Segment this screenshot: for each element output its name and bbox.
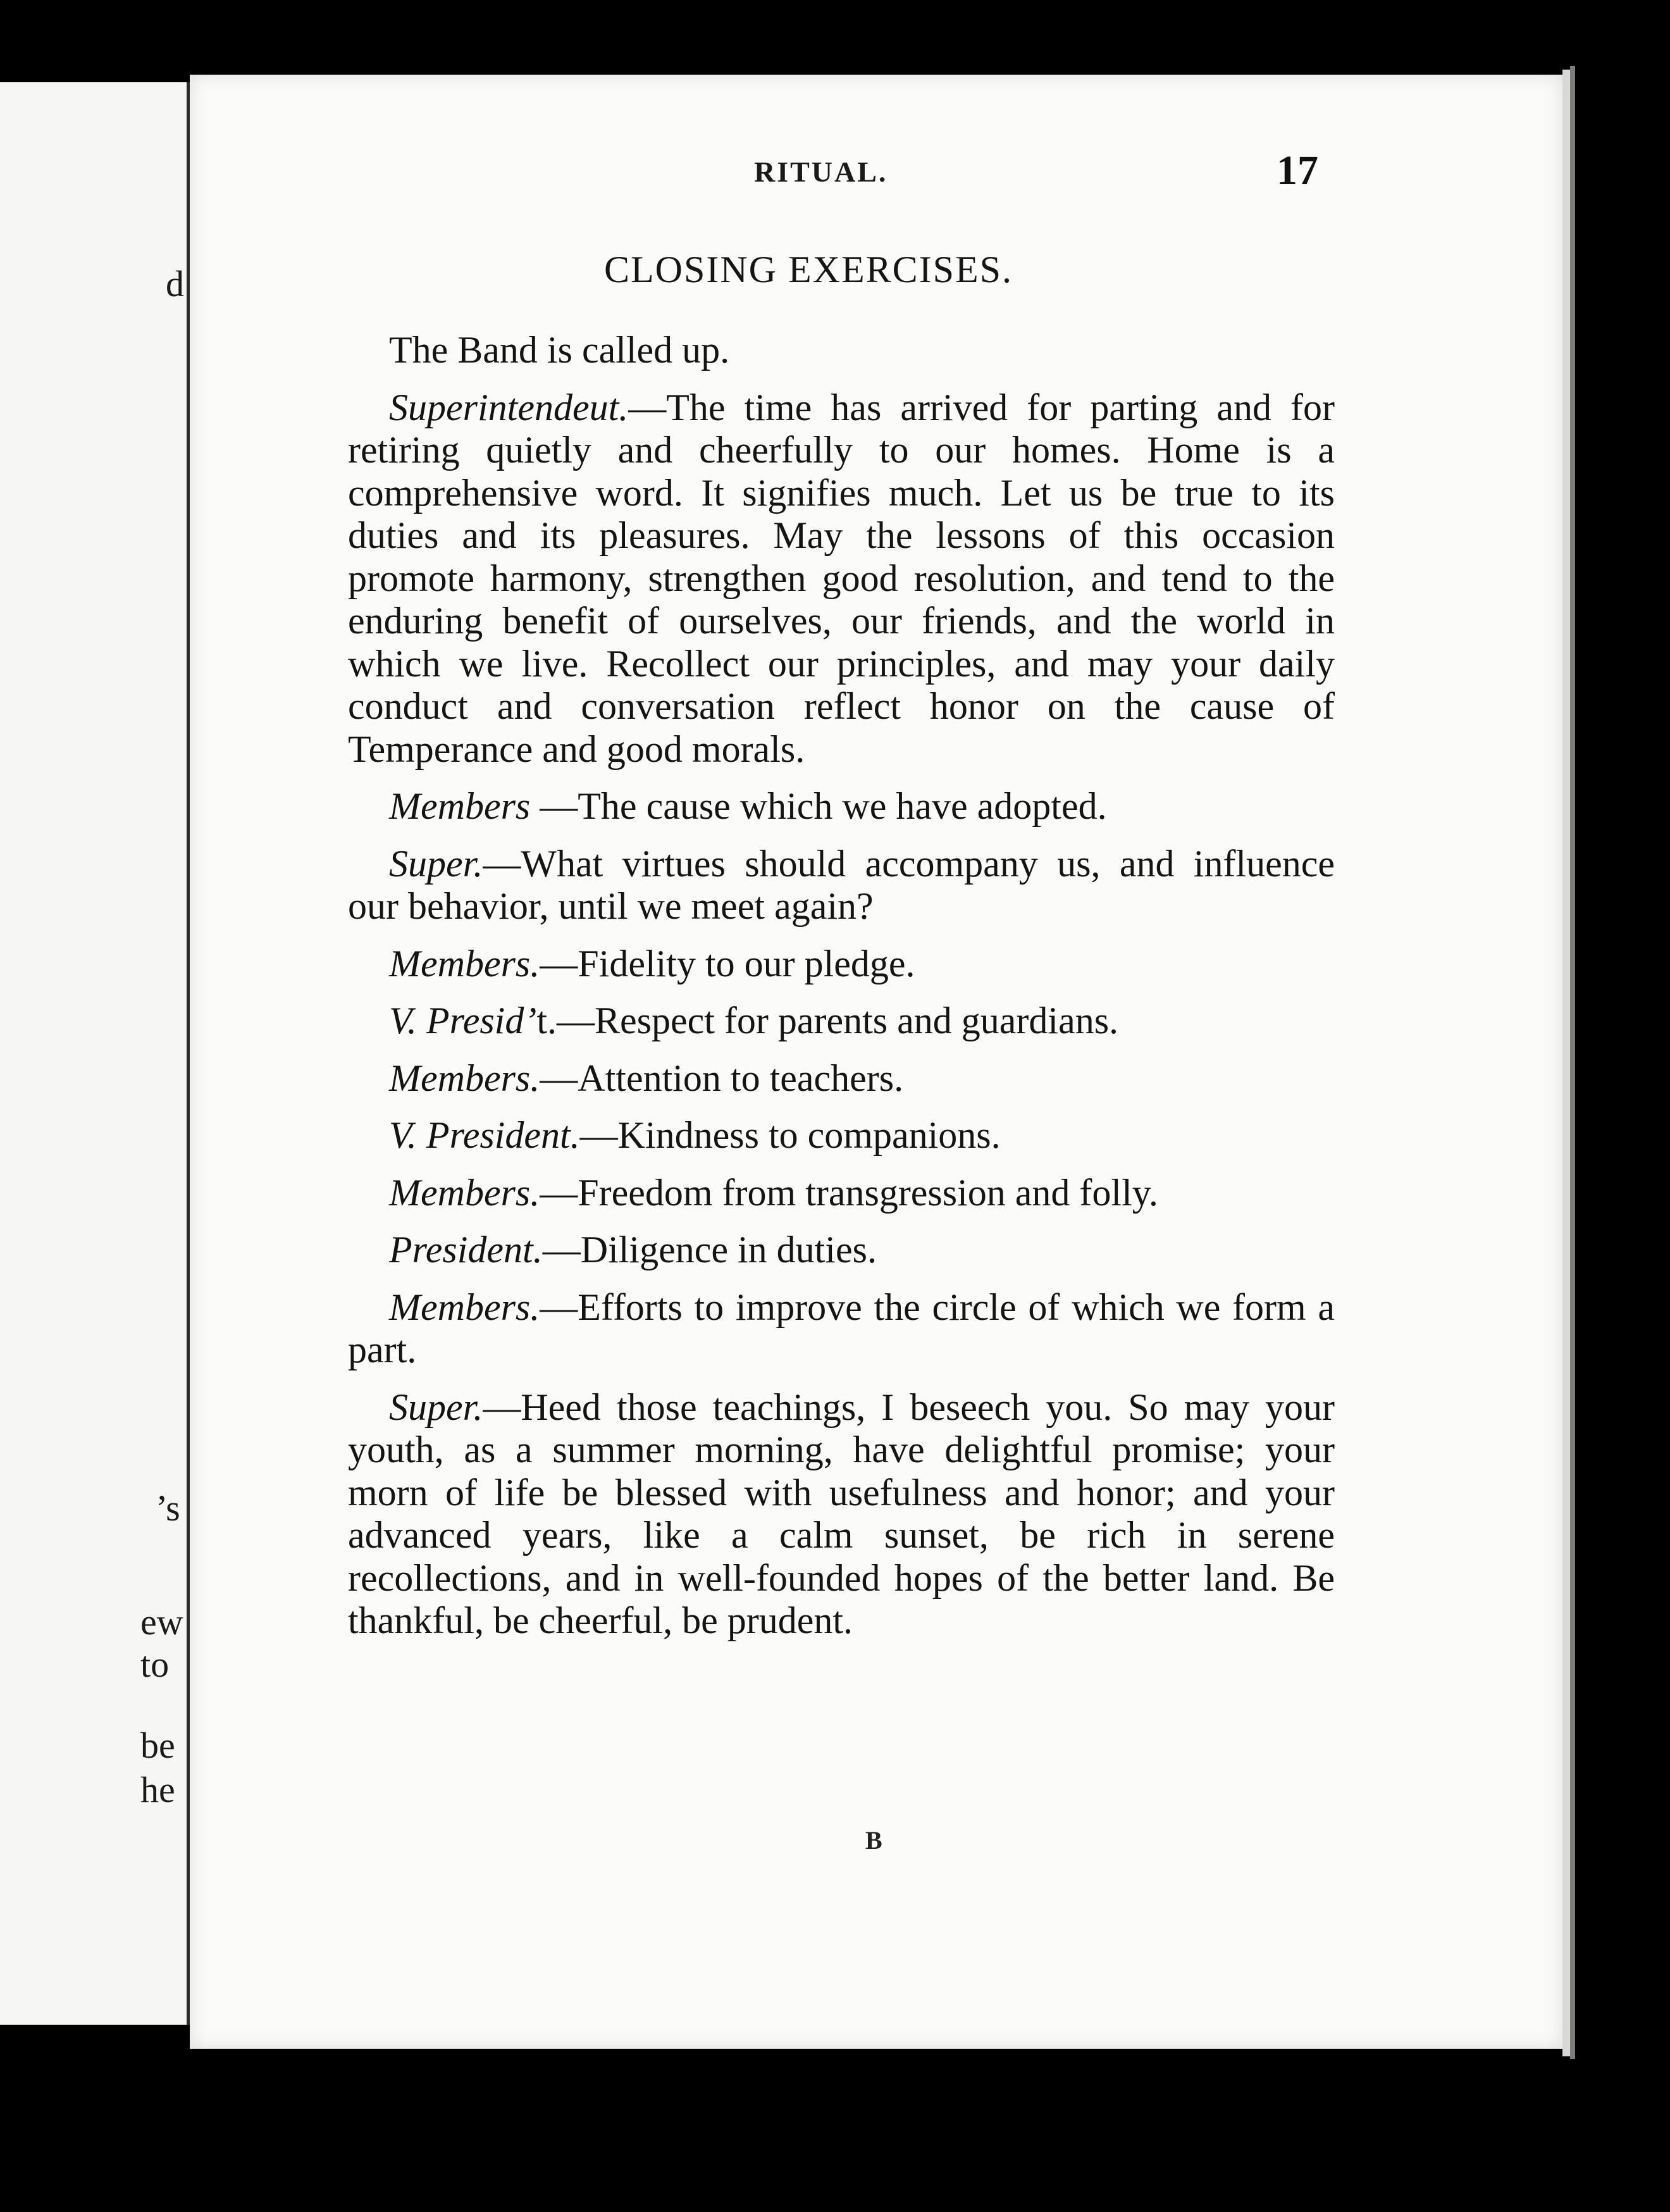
left-page-fragment: he	[140, 1769, 175, 1810]
speaker-label: V. President.	[389, 1114, 580, 1156]
speaker-label: Members.	[389, 1057, 540, 1099]
paragraph	[348, 1386, 1335, 1643]
section-title: CLOSING EXERCISES.	[604, 249, 1013, 290]
speaker-label: Members.	[389, 1171, 540, 1214]
left-page-fragment: be	[140, 1725, 175, 1766]
speaker-label: President.	[389, 1229, 543, 1271]
running-head: RITUAL.	[754, 156, 888, 188]
page-number: 17	[1277, 147, 1318, 194]
paragraph	[348, 843, 1335, 928]
speaker-label: Superintendeut.	[389, 386, 629, 428]
paragraph	[348, 1000, 1335, 1043]
paragraph	[348, 329, 1335, 372]
speaker-label: V. Presid’	[389, 1000, 537, 1041]
page-edge	[1562, 70, 1570, 2056]
paragraph-text: The Band is called up.	[389, 329, 730, 371]
left-page-fragment: d	[166, 263, 184, 304]
speaker-label: Members.	[389, 942, 540, 985]
paragraph-text: —Kindness to companions.	[579, 1114, 1001, 1156]
paragraph-text: —Diligence in duties.	[542, 1229, 877, 1271]
paragraph	[348, 1057, 1335, 1100]
speaker-label: Super.	[389, 842, 483, 885]
paragraph	[348, 1172, 1335, 1215]
paragraph-text: —The cause which we have adopted.	[530, 785, 1107, 827]
paragraph-text: —Fidelity to our pledge.	[540, 942, 915, 985]
speaker-label: Members.	[389, 1286, 540, 1328]
left-page-edge	[0, 82, 193, 2025]
paragraph-text: —Freedom from transgression and folly.	[540, 1171, 1158, 1214]
signature-mark: B	[865, 1826, 882, 1855]
speaker-label: Super.	[389, 1386, 483, 1428]
paragraph	[348, 1229, 1335, 1272]
paragraph-text: —The time has arrived for parting and for retiring quietly and cheerfully to our homes. Home is a comprehensive word. It signifies much. Let us be true to its duties and its pleasures. May the lessons of this occasion promote harmony, strengthen good resolution, and tend to the enduring benefit of ourselves, our friends, and the world in which we live. Recollect our principles, and may your daily conduct and conversation reflect honor on the cause of Temperance and good morals.	[348, 386, 1335, 770]
paragraph	[348, 1114, 1335, 1157]
paragraph	[348, 943, 1335, 986]
paragraph-text: —Attention to teachers.	[540, 1057, 904, 1099]
left-page-fragment: to	[140, 1644, 170, 1685]
paragraph-text: —Heed those teachings, I beseech you. So may your youth, as a summer morning, have delightful promise; your morn of life be blessed with usefulness and honor; and your advanced years, like a calm sunset, be rich in serene recollections, and in well-founded hopes of the better land. Be thankful, be cheerful, be prudent.	[348, 1386, 1335, 1641]
paragraph-text: t.—Respect for parents and guardians.	[536, 1000, 1119, 1041]
body-text	[348, 329, 1335, 1657]
paragraph	[348, 387, 1335, 771]
paragraph-text: —What virtues should accompany us, and influence our behavior, until we meet again?	[348, 842, 1335, 927]
left-page-fragment: ew	[140, 1601, 183, 1643]
paragraph-text: —Efforts to improve the circle of which we form a part.	[348, 1286, 1335, 1370]
paragraph	[348, 1286, 1335, 1372]
speaker-label: Members	[389, 785, 531, 827]
paragraph	[348, 785, 1335, 828]
left-page-fragment: ’s	[156, 1488, 180, 1529]
page-edge-shadow	[1570, 66, 1575, 2059]
